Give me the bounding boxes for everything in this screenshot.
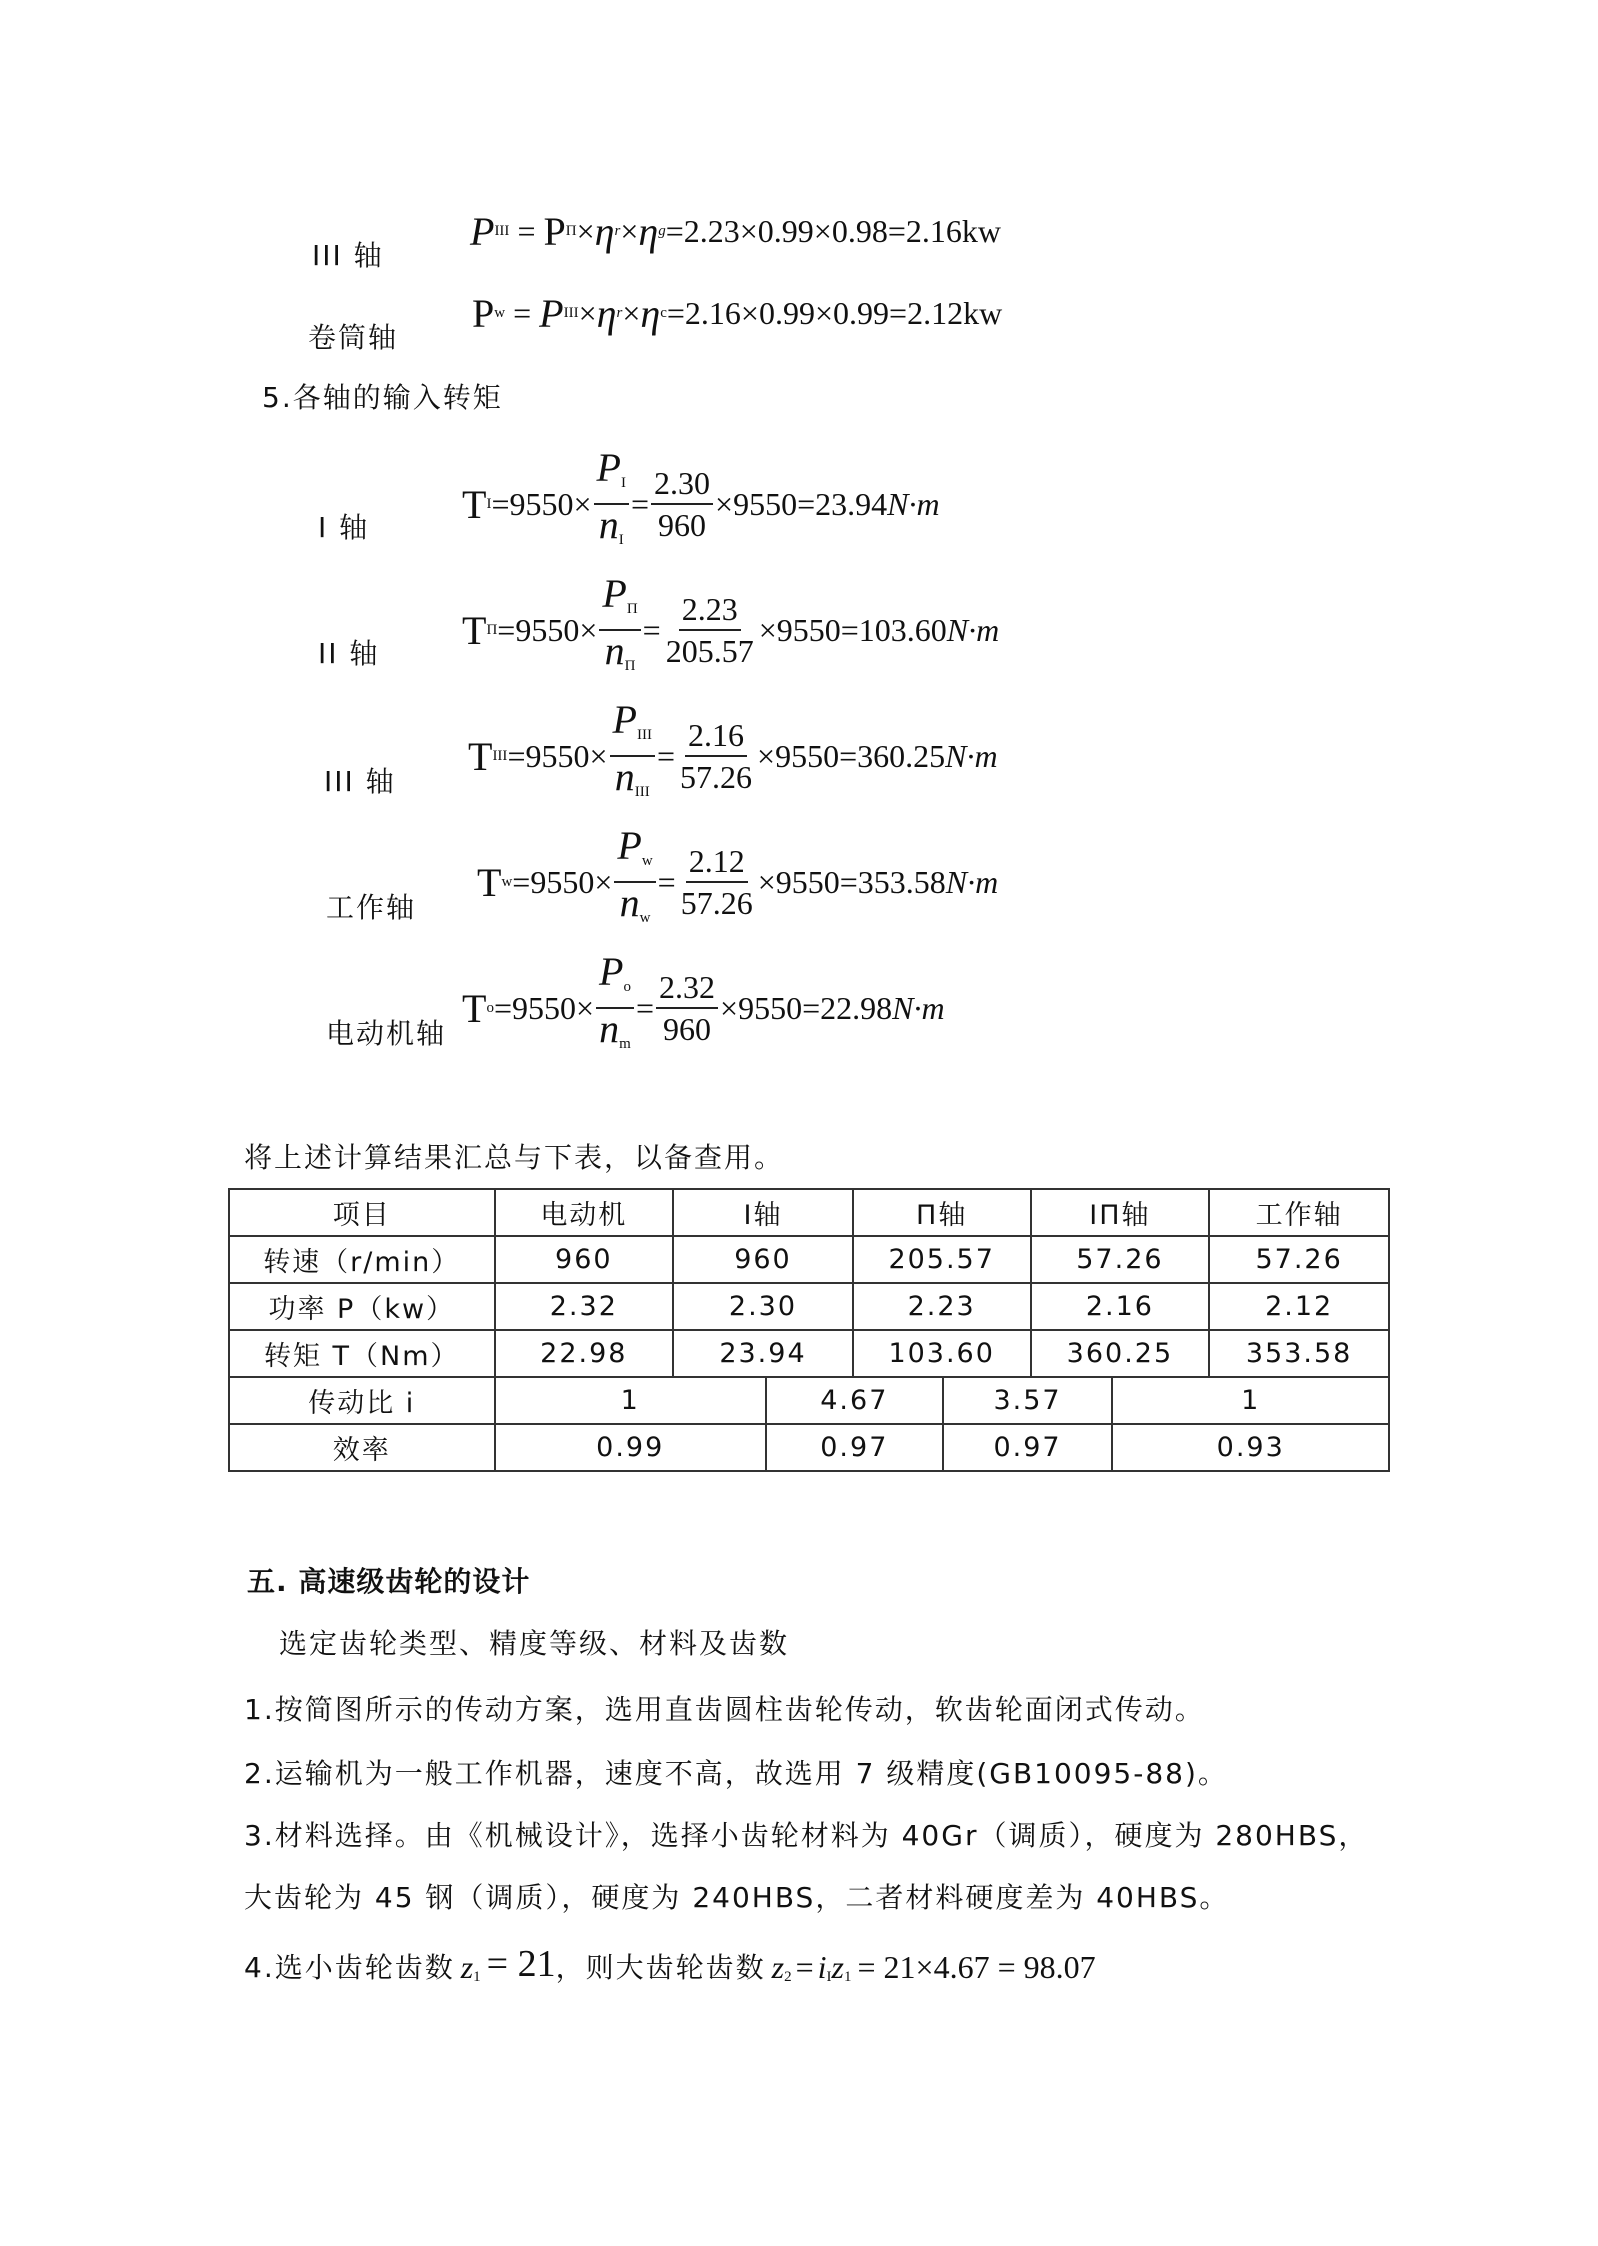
- table-cell: 0.99: [495, 1424, 766, 1471]
- subscript: III: [634, 784, 650, 800]
- subscript: Π: [626, 601, 638, 617]
- table-row: [229, 1330, 1389, 1377]
- torque-heading: 5.各轴的输入转矩: [262, 381, 503, 414]
- symbol-p: P: [470, 209, 495, 254]
- subscript: I: [618, 532, 624, 548]
- value-fraction: [677, 715, 755, 797]
- table-header-cell: Π轴: [853, 1189, 1031, 1236]
- subscript: Π: [624, 658, 636, 674]
- numerator: 2.32: [656, 967, 718, 1009]
- coefficient: ×9550=: [720, 989, 821, 1026]
- symbol-p: P: [543, 209, 566, 254]
- table-cell: 57.26: [1031, 1236, 1210, 1283]
- shaft-label: III 轴: [324, 765, 396, 798]
- torque-result: 360.25: [857, 737, 946, 774]
- table-cell: 4.67: [766, 1377, 943, 1424]
- equals: =: [635, 989, 655, 1026]
- symbol-p: P: [612, 697, 637, 742]
- table-header-cell: I轴: [673, 1189, 853, 1236]
- shaft-label: 电动机轴: [326, 1017, 447, 1050]
- subscript: r: [614, 223, 621, 239]
- summary-table: [228, 1188, 1390, 1472]
- numerator: 2.30: [651, 463, 713, 505]
- symbol-p: P: [617, 823, 642, 868]
- symbol-n: n: [614, 754, 635, 799]
- table-cell: 1: [1112, 1377, 1389, 1424]
- table-cell: 353.58: [1209, 1330, 1389, 1377]
- torque-formula: [477, 823, 999, 938]
- denominator: 57.26: [680, 759, 753, 795]
- p4-text: ，则大齿轮齿数: [555, 1951, 766, 1984]
- section-subtitle: 选定齿轮类型、精度等级、材料及齿数: [279, 1627, 790, 1660]
- value-fraction: [651, 463, 713, 545]
- symbol-n: n: [604, 628, 625, 673]
- subscript: III: [492, 747, 508, 764]
- paragraph-4: [244, 1942, 1096, 1986]
- table-cell: 2.23: [853, 1283, 1031, 1330]
- equals: =: [795, 1949, 814, 1985]
- unit: N·m: [946, 611, 1000, 648]
- symbol-p: P: [596, 445, 621, 490]
- shaft-label: 工作轴: [326, 891, 417, 924]
- table-cell: 1: [495, 1377, 766, 1424]
- paragraph-2: 2.运输机为一般工作机器，速度不高，故选用 7 级精度(GB10095-88)。: [244, 1757, 1228, 1790]
- symbol-t: T: [462, 607, 487, 653]
- unit: N·m: [887, 485, 940, 522]
- paragraph-1: 1.按简图所示的传动方案，选用直齿圆柱齿轮传动，软齿轮面闭式传动。: [244, 1693, 1205, 1726]
- subscript: c: [660, 305, 667, 321]
- torque-formula: [462, 949, 945, 1064]
- power-speed-fraction: [596, 949, 634, 1064]
- table-cell: 传动比 i: [229, 1377, 495, 1424]
- subscript: o: [623, 979, 631, 995]
- power-speed-fraction: [599, 571, 640, 686]
- unit: N·m: [945, 863, 999, 900]
- unit: N·m: [892, 989, 945, 1026]
- value-fraction: [663, 589, 757, 671]
- table-cell: 960: [673, 1236, 853, 1283]
- table-header-cell: 电动机: [495, 1189, 674, 1236]
- eta-symbol: η: [638, 209, 659, 254]
- symbol-p: P: [472, 291, 495, 336]
- table-cell: 功率 P（kw）: [229, 1283, 495, 1330]
- subscript: 1: [473, 1969, 481, 1985]
- subscript: I: [486, 495, 492, 512]
- value-fraction: [678, 841, 756, 923]
- torque-formula: [468, 697, 998, 812]
- symbol-t: T: [477, 859, 502, 905]
- table-cell: 960: [495, 1236, 674, 1283]
- subscript: w: [641, 853, 653, 869]
- subscript: g: [658, 223, 666, 239]
- subscript: 2: [784, 1969, 792, 1985]
- paragraph-3: 3.材料选择。由《机械设计》，选择小齿轮材料为 40Gr（调质），硬度为 280HBS，: [244, 1819, 1369, 1852]
- table-header-cell: 工作轴: [1209, 1189, 1389, 1236]
- table-cell: 2.16: [1031, 1283, 1210, 1330]
- table-cell: 0.97: [766, 1424, 943, 1471]
- subscript: I: [620, 475, 626, 491]
- subscript: m: [619, 1036, 631, 1052]
- numerator: 2.12: [686, 841, 748, 883]
- unit: N·m: [945, 737, 998, 774]
- subscript: Π: [565, 223, 577, 239]
- table-row: [229, 1424, 1389, 1471]
- subscript: r: [616, 305, 623, 321]
- table-cell: 2.32: [495, 1283, 674, 1330]
- torque-result: 103.60: [858, 611, 947, 648]
- subscript: w: [639, 910, 651, 926]
- symbol-z: z: [771, 1949, 785, 1985]
- p4-result: = 21×4.67 = 98.07: [857, 1949, 1096, 1985]
- shaft-label: 卷筒轴: [308, 321, 399, 354]
- numerator: 2.16: [685, 715, 747, 757]
- table-row: [229, 1283, 1389, 1330]
- coefficient: =9550×: [493, 989, 595, 1026]
- power-speed-fraction: [614, 823, 655, 938]
- paragraph-3-cont: 大齿轮为 45 钢（调质），硬度为 240HBS，二者材料硬度差为 40HBS。: [244, 1881, 1230, 1914]
- coefficient: ×9550=: [757, 737, 858, 774]
- symbol-t: T: [468, 733, 493, 779]
- table-cell: 转速（r/min）: [229, 1236, 495, 1283]
- symbol-n: n: [599, 1006, 620, 1051]
- subscript: III: [494, 223, 510, 239]
- symbol-p: P: [539, 291, 564, 336]
- torque-formula: [462, 445, 940, 560]
- subscript: I: [826, 1969, 832, 1985]
- equals: =: [630, 485, 650, 522]
- table-cell: 103.60: [853, 1330, 1031, 1377]
- denominator: 960: [663, 1011, 712, 1047]
- numerator: 2.23: [679, 589, 741, 631]
- denominator: 960: [658, 507, 707, 543]
- table-cell: 2.30: [673, 1283, 853, 1330]
- table-header-cell: IΠ轴: [1031, 1189, 1210, 1236]
- power-speed-fraction: [610, 697, 655, 812]
- equals: =: [642, 611, 661, 648]
- table-cell: 转矩 T（Nm）: [229, 1330, 495, 1377]
- table-cell: 3.57: [943, 1377, 1113, 1424]
- table-cell: 2.12: [1209, 1283, 1389, 1330]
- symbol-t: T: [462, 481, 487, 527]
- coefficient: =9550×: [497, 611, 598, 648]
- torque-result: 353.58: [857, 863, 946, 900]
- coefficient: =9550×: [507, 737, 608, 774]
- torque-result: 23.94: [815, 485, 888, 522]
- torque-result: 22.98: [820, 989, 893, 1026]
- symbol-i: i: [817, 1949, 827, 1985]
- table-cell: 57.26: [1209, 1236, 1389, 1283]
- table-cell: 360.25: [1031, 1330, 1210, 1377]
- section-title: 五. 高速级齿轮的设计: [247, 1565, 531, 1598]
- coefficient: =9550×: [512, 863, 613, 900]
- power-formula-iii: P III = P Π × η r × η g =2.23×0.99×0.98=2.16kw: [470, 209, 1001, 254]
- subscript: w: [494, 305, 506, 321]
- subscript: o: [486, 999, 494, 1016]
- p4-eq1: = 21: [486, 1943, 556, 1985]
- symbol-p: P: [602, 571, 627, 616]
- symbol-p: P: [599, 949, 624, 994]
- table-cell: 0.93: [1112, 1424, 1389, 1471]
- equals: =: [656, 737, 676, 774]
- value-fraction: [656, 967, 718, 1049]
- eta-symbol: η: [594, 209, 615, 254]
- table-cell: 23.94: [673, 1330, 853, 1377]
- table-cell: 0.97: [943, 1424, 1113, 1471]
- power-result: =2.23×0.99×0.98=2.16kw: [665, 213, 1001, 249]
- p4-text: 4.选小齿轮齿数: [244, 1951, 455, 1984]
- power-result: =2.16×0.99×0.99=2.12kw: [666, 295, 1003, 331]
- eta-symbol: η: [640, 291, 661, 336]
- coefficient: ×9550=: [715, 485, 816, 522]
- coefficient: ×9550=: [757, 863, 858, 900]
- table-cell: 205.57: [853, 1236, 1031, 1283]
- table-header-cell: 项目: [229, 1189, 495, 1236]
- symbol-n: n: [598, 502, 619, 547]
- symbol-z: z: [460, 1949, 474, 1985]
- table-row: [229, 1236, 1389, 1283]
- subscript: 1: [843, 1969, 852, 1985]
- denominator: 57.26: [680, 885, 753, 921]
- torque-formula: [462, 571, 1000, 686]
- power-speed-fraction: [594, 445, 629, 560]
- shaft-label: II 轴: [318, 637, 380, 670]
- shaft-label: I 轴: [318, 511, 370, 544]
- eta-symbol: η: [596, 291, 617, 336]
- subscript: III: [636, 727, 652, 743]
- denominator: 205.57: [665, 633, 754, 669]
- subscript: III: [563, 305, 579, 321]
- power-formula-drum: P w = P III × η r × η c =2.16×0.99×0.99=2.12kw: [472, 291, 1003, 336]
- table-cell: 22.98: [495, 1330, 674, 1377]
- equals: =: [657, 863, 676, 900]
- symbol-t: T: [462, 985, 487, 1031]
- shaft-label: III 轴: [312, 239, 384, 272]
- table-header-row: [229, 1189, 1389, 1236]
- coefficient: =9550×: [491, 485, 592, 522]
- table-cell: 效率: [229, 1424, 495, 1471]
- subscript: w: [501, 873, 513, 890]
- coefficient: ×9550=: [758, 611, 859, 648]
- table-row: [229, 1377, 1389, 1424]
- symbol-z: z: [831, 1949, 844, 1985]
- symbol-n: n: [619, 880, 640, 925]
- summary-intro: 将上述计算结果汇总与下表，以备查用。: [244, 1141, 785, 1174]
- subscript: Π: [486, 621, 498, 638]
